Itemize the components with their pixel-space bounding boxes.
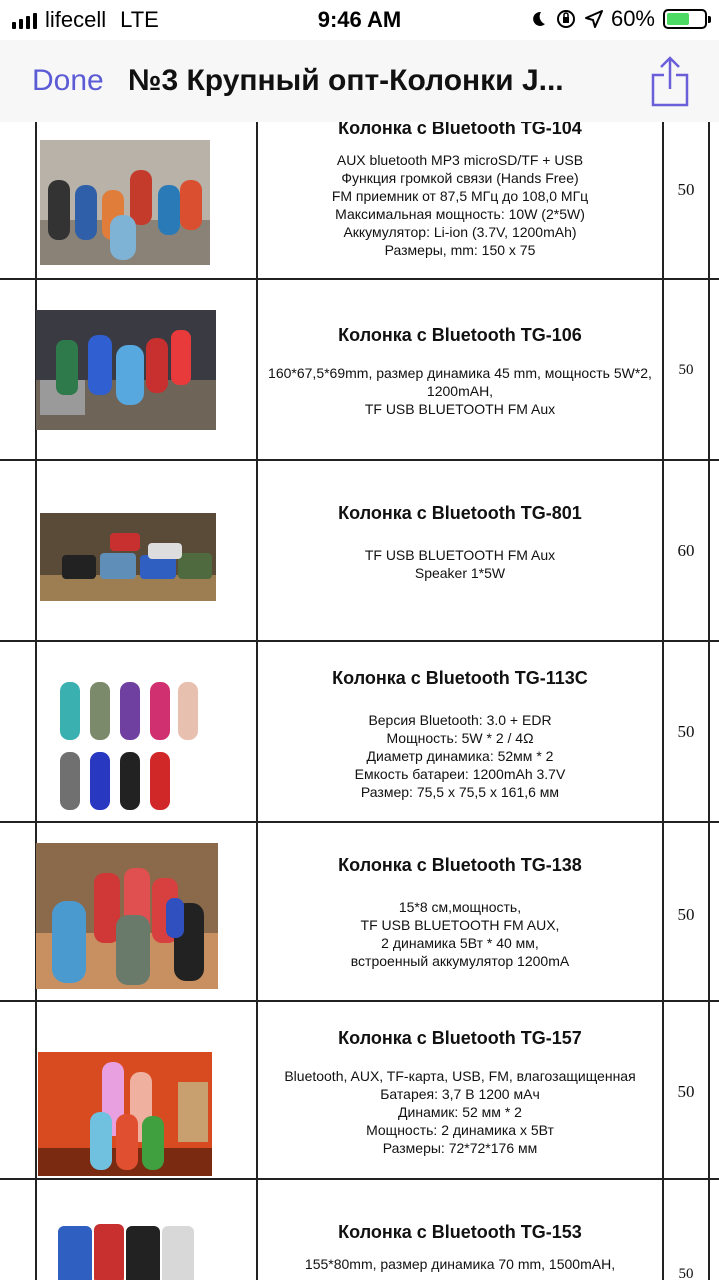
product-title: Колонка с Bluetooth TG-106 xyxy=(338,325,582,345)
spec-line: AUX bluetooth MP3 microSD/TF + USB xyxy=(336,152,584,168)
product-image-tg801 xyxy=(40,513,216,601)
product-description xyxy=(258,855,662,970)
clock: 9:46 AM xyxy=(317,7,402,32)
spec-line: Размеры: 72*72*176 мм xyxy=(382,1140,538,1156)
product-description xyxy=(258,1028,662,1157)
quantity-cell: 50 xyxy=(677,905,695,924)
spec-line: TF USB BLUETOOTH FM Aux xyxy=(364,547,556,563)
spec-line: Размеры, mm: 150 x 75 xyxy=(384,242,536,258)
document-title: №3 Крупный опт-Колонки J... xyxy=(128,64,564,97)
product-title: Колонка с Bluetooth TG-104 xyxy=(338,122,582,138)
network-label: LTE xyxy=(120,7,159,32)
product-description xyxy=(258,122,662,259)
table-row xyxy=(0,461,719,642)
product-title: Колонка с Bluetooth TG-138 xyxy=(338,855,582,875)
spec-line: 15*8 см,мощность, xyxy=(398,899,522,915)
spec-line: 2 динамика 5Вт * 40 мм, xyxy=(381,935,539,951)
product-description xyxy=(258,1222,662,1273)
spec-line: 155*80mm, размер динамика 70 mm, 1500mAH, xyxy=(304,1256,616,1272)
share-icon[interactable] xyxy=(650,55,690,107)
spec-line: Аккумулятор: Li-ion (3.7V, 1200mAh) xyxy=(343,224,577,240)
spec-line: встроенный аккумулятор 1200mA xyxy=(350,953,570,969)
spec-line: FM приемник от 87,5 МГц до 108,0 МГц xyxy=(331,188,589,204)
spec-line: 1200mAH, xyxy=(426,383,494,399)
battery-percent: 60% xyxy=(610,6,655,31)
product-description xyxy=(258,325,662,418)
moon-icon xyxy=(529,10,547,28)
rotation-lock-icon xyxy=(555,8,577,30)
quantity-cell: 50 xyxy=(678,1266,694,1280)
spec-line: Динамик: 52 мм * 2 xyxy=(398,1104,522,1120)
spec-line: Speaker 1*5W xyxy=(414,565,506,581)
product-title: Колонка с Bluetooth TG-801 xyxy=(338,503,582,523)
status-bar xyxy=(0,0,719,40)
quantity-cell: 50 xyxy=(677,180,695,199)
product-title: Колонка с Bluetooth TG-153 xyxy=(338,1222,582,1242)
table-row xyxy=(0,122,719,280)
nav-bar xyxy=(0,40,719,122)
table-row xyxy=(0,1002,719,1180)
location-icon xyxy=(585,10,603,28)
product-image-tg106 xyxy=(36,310,216,430)
quantity-cell: 60 xyxy=(677,541,695,560)
product-image-tg138 xyxy=(36,843,218,989)
product-image-tg104 xyxy=(40,140,210,265)
done-button[interactable]: Done xyxy=(32,64,104,97)
table-row xyxy=(0,1180,719,1280)
spec-line: 160*67,5*69mm, размер динамика 45 mm, мощность 5W*2, xyxy=(268,365,652,381)
quantity-cell: 50 xyxy=(678,362,694,378)
product-image-tg113c xyxy=(54,674,204,814)
carrier-label: lifecell xyxy=(45,7,107,32)
spec-line: TF USB BLUETOOTH FM AUX, xyxy=(360,917,560,933)
battery-icon xyxy=(663,9,707,29)
product-title: Колонка с Bluetooth TG-113C xyxy=(332,668,588,688)
product-image-tg153 xyxy=(56,1222,196,1280)
table-row xyxy=(0,823,719,1002)
product-image-tg157 xyxy=(38,1052,212,1176)
spec-line: Емкость батареи: 1200mAh 3.7V xyxy=(354,766,566,782)
product-description xyxy=(258,503,662,582)
spec-line: Батарея: 3,7 В 1200 мАч xyxy=(380,1086,540,1102)
quantity-cell: 50 xyxy=(677,722,695,741)
spec-line: Функция громкой связи (Hands Free) xyxy=(341,170,579,186)
spec-line: Максимальная мощность: 10W (2*5W) xyxy=(335,206,585,222)
status-right xyxy=(529,6,707,32)
product-title: Колонка с Bluetooth TG-157 xyxy=(338,1028,582,1048)
spec-line: Версия Bluetooth: 3.0 + EDR xyxy=(368,712,552,728)
spec-line: Диаметр динамика: 52мм * 2 xyxy=(366,748,554,764)
product-table xyxy=(0,122,719,1280)
spec-line: Мощность: 2 динамика x 5Вт xyxy=(366,1122,554,1138)
table-row xyxy=(0,280,719,461)
spec-line: Мощность: 5W * 2 / 4Ω xyxy=(386,730,534,746)
quantity-cell: 50 xyxy=(677,1082,695,1101)
spec-line: Bluetooth, AUX, TF-карта, USB, FM, влагозащищенная xyxy=(284,1068,636,1084)
spec-line: Размер: 75,5 x 75,5 x 161,6 мм xyxy=(360,784,560,800)
spec-line: TF USB BLUETOOTH FM Aux xyxy=(364,401,556,417)
table-row xyxy=(0,642,719,823)
product-description xyxy=(258,668,662,801)
